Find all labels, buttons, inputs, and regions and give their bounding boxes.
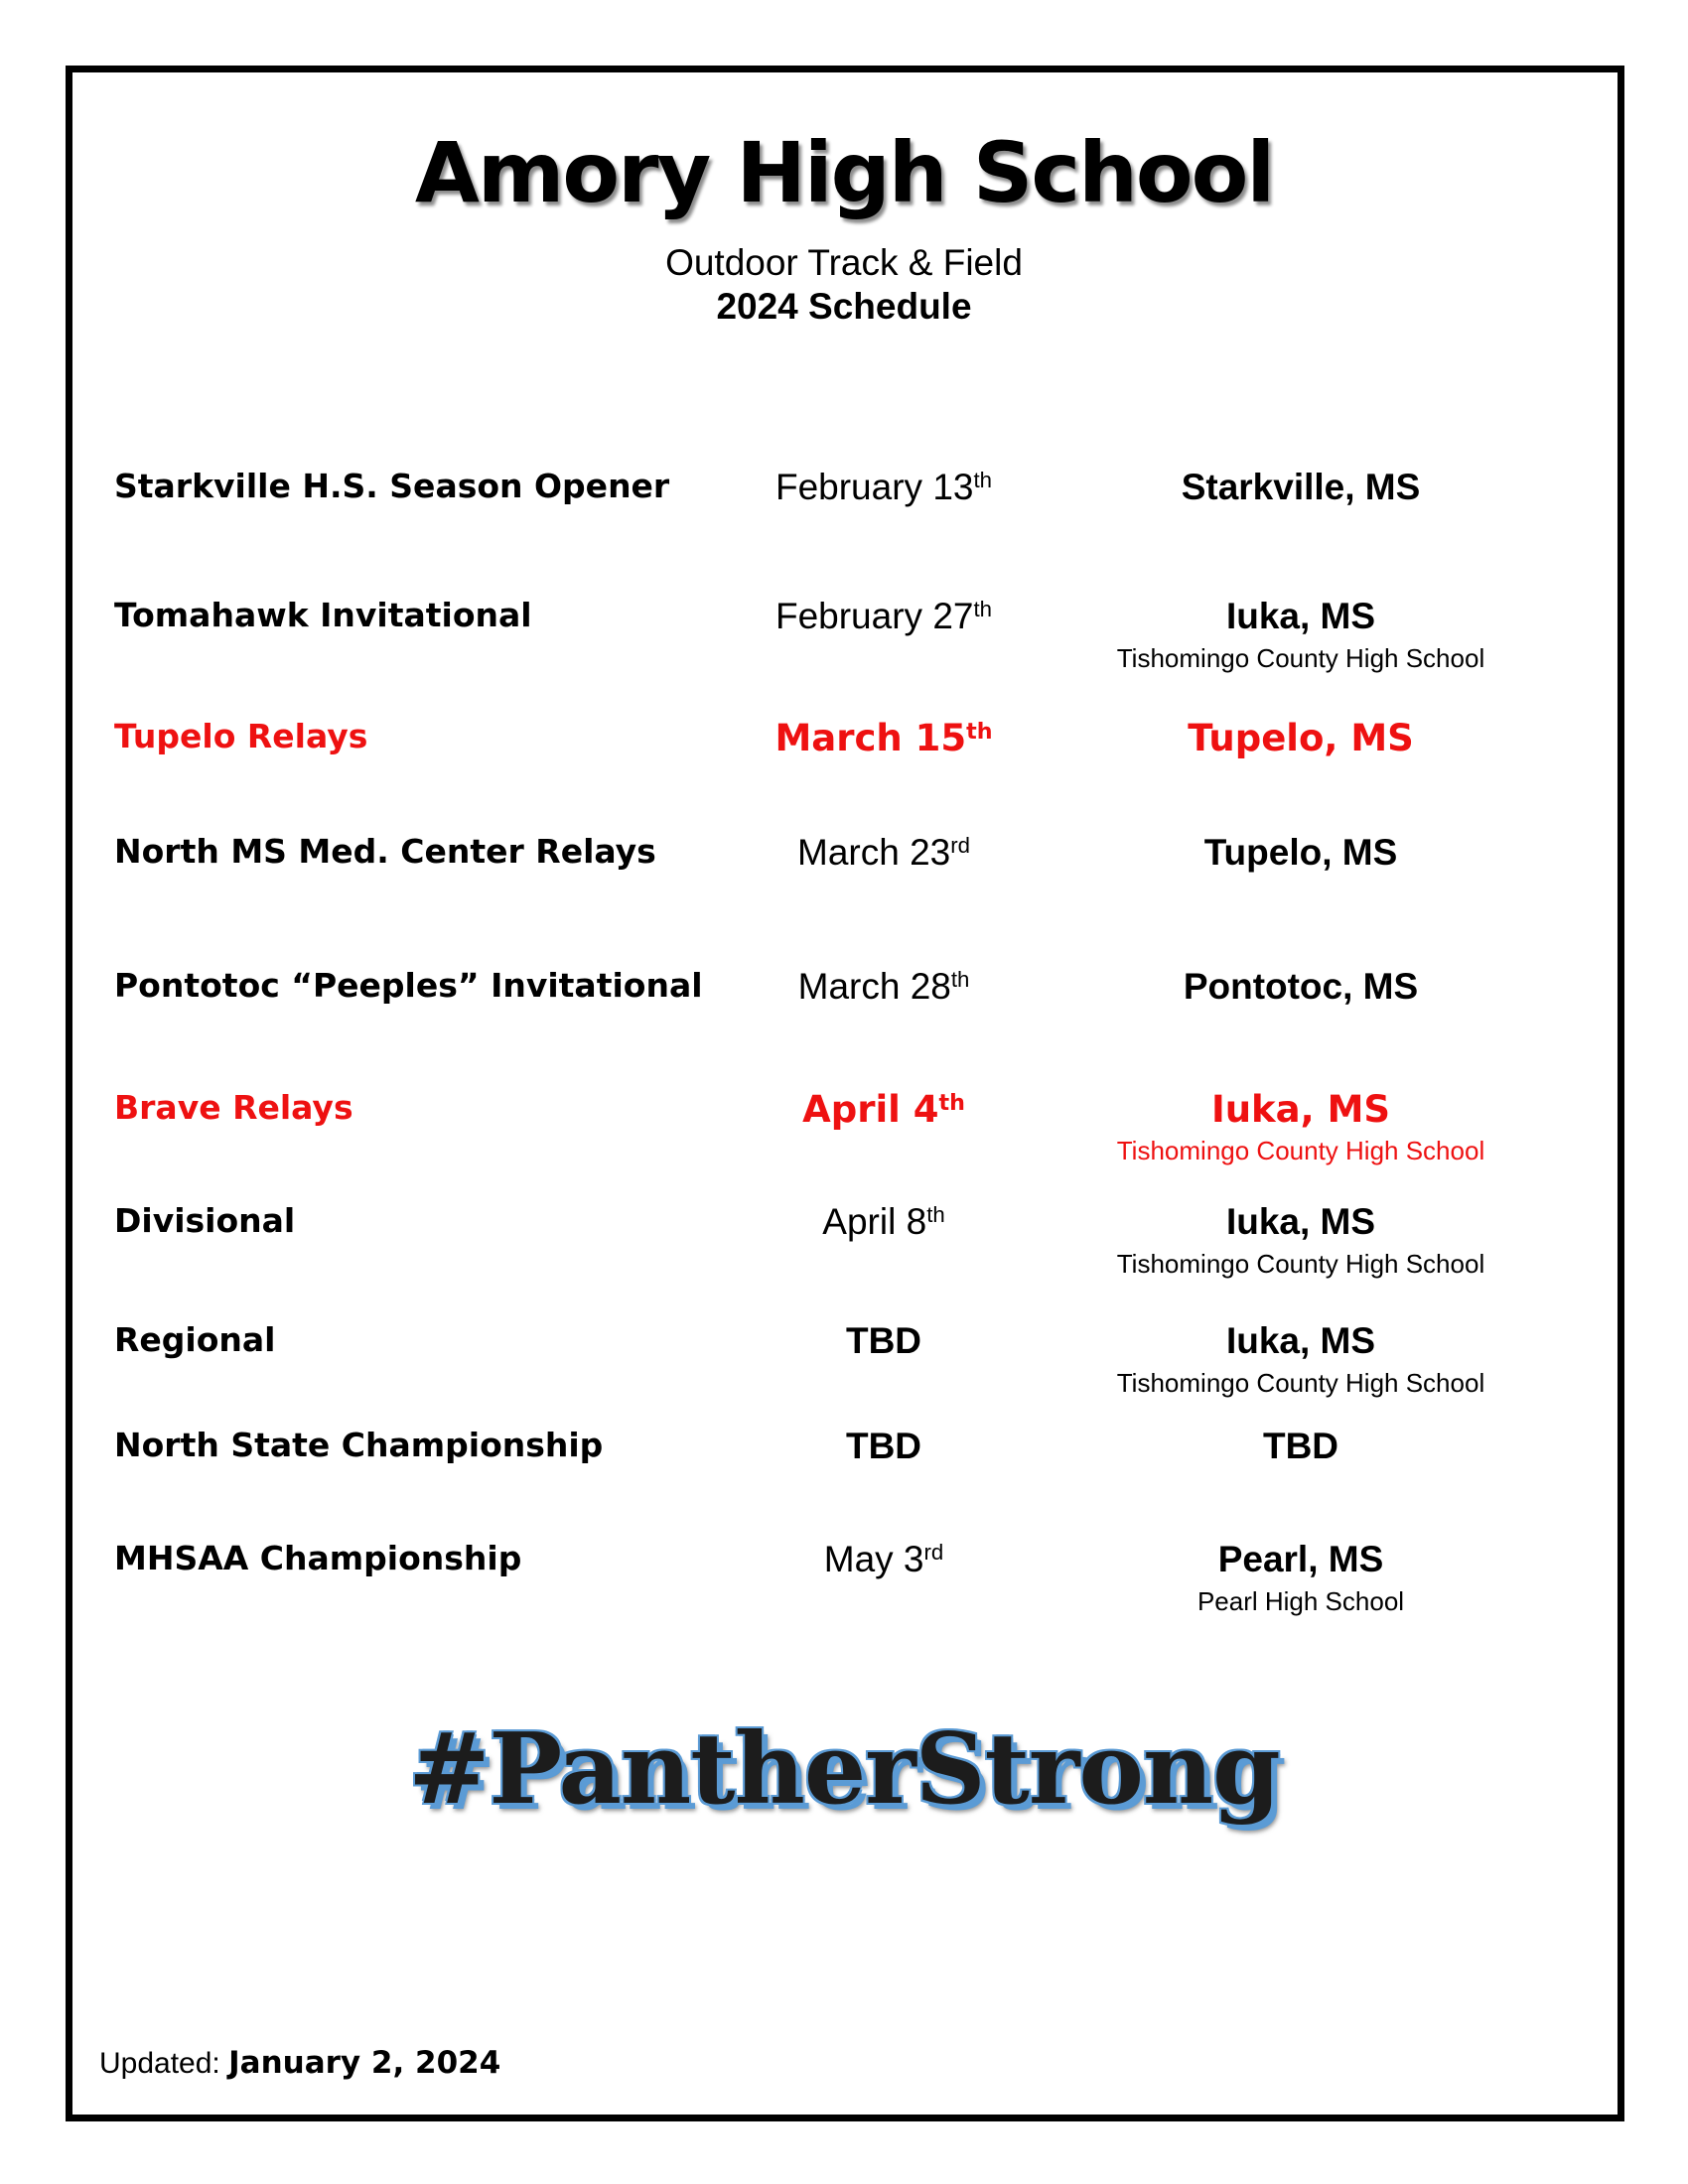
event-venue: Tishomingo County High School bbox=[1116, 643, 1485, 673]
schedule-row bbox=[0, 1201, 1688, 1300]
event-name: Starkville H.S. Season Opener bbox=[114, 467, 670, 505]
event-name: Tupelo Relays bbox=[114, 717, 368, 755]
event-location: Tupelo, MS bbox=[1188, 717, 1414, 759]
date-suffix: rd bbox=[950, 832, 970, 858]
updated-footer bbox=[99, 2045, 500, 2081]
event-date: TBD bbox=[845, 1320, 922, 1361]
schedule-heading: 2024 Schedule bbox=[716, 286, 972, 327]
event-date: February 27th bbox=[774, 596, 992, 636]
event-location: Starkville, MS bbox=[1181, 467, 1421, 507]
schedule-row bbox=[0, 966, 1688, 1065]
event-location: Pontotoc, MS bbox=[1183, 966, 1419, 1007]
event-location: Tupelo, MS bbox=[1203, 832, 1398, 873]
schedule-row bbox=[0, 832, 1688, 931]
date-suffix: th bbox=[973, 467, 992, 492]
event-name: Brave Relays bbox=[114, 1088, 353, 1127]
date-suffix: th bbox=[950, 966, 970, 992]
event-name: Pontotoc “Peeples” Invitational bbox=[114, 966, 703, 1005]
date-suffix: rd bbox=[923, 1539, 944, 1565]
event-location: Iuka, MS bbox=[1225, 596, 1376, 636]
event-location: TBD bbox=[1262, 1426, 1339, 1466]
schedule-row bbox=[0, 467, 1688, 566]
event-venue: Tishomingo County High School bbox=[1116, 1368, 1485, 1398]
event-date: TBD bbox=[845, 1426, 922, 1466]
event-name: Divisional bbox=[114, 1201, 296, 1240]
event-venue: Tishomingo County High School bbox=[1116, 1249, 1485, 1279]
schedule-row bbox=[0, 1320, 1688, 1420]
school-title: Amory High School bbox=[414, 124, 1274, 221]
schedule-row bbox=[0, 1539, 1688, 1638]
sport-subtitle: Outdoor Track & Field bbox=[665, 242, 1023, 283]
event-date: March 23rd bbox=[797, 832, 970, 873]
event-date: March 15th bbox=[774, 717, 993, 759]
event-venue: Tishomingo County High School bbox=[1116, 1136, 1485, 1165]
schedule-row bbox=[0, 717, 1688, 816]
event-date: February 13th bbox=[774, 467, 992, 507]
event-venue: Pearl High School bbox=[1196, 1586, 1405, 1616]
event-date: May 3rd bbox=[823, 1539, 944, 1579]
event-location: Iuka, MS bbox=[1210, 1088, 1391, 1131]
date-suffix: th bbox=[966, 718, 993, 745]
date-suffix: th bbox=[926, 1201, 945, 1227]
event-name: North State Championship bbox=[114, 1426, 604, 1464]
event-name: MHSAA Championship bbox=[114, 1539, 522, 1577]
event-name: Regional bbox=[114, 1320, 276, 1359]
schedule-row bbox=[0, 596, 1688, 695]
date-suffix: th bbox=[938, 1089, 965, 1116]
event-date: April 4th bbox=[802, 1088, 965, 1131]
schedule-row bbox=[0, 1426, 1688, 1525]
event-location: Iuka, MS bbox=[1225, 1201, 1376, 1242]
event-name: Tomahawk Invitational bbox=[114, 596, 532, 634]
updated-date: January 2, 2024 bbox=[228, 2045, 501, 2081]
event-name: North MS Med. Center Relays bbox=[114, 832, 656, 871]
panther-strong-tagline: #PantherStrong bbox=[408, 1712, 1280, 1827]
updated-label: Updated: bbox=[99, 2047, 220, 2080]
event-location: Pearl, MS bbox=[1217, 1539, 1384, 1579]
date-suffix: th bbox=[973, 596, 992, 621]
event-location: Iuka, MS bbox=[1225, 1320, 1376, 1361]
event-date: March 28th bbox=[797, 966, 970, 1007]
event-date: April 8th bbox=[822, 1201, 945, 1242]
schedule-row bbox=[0, 1088, 1688, 1187]
